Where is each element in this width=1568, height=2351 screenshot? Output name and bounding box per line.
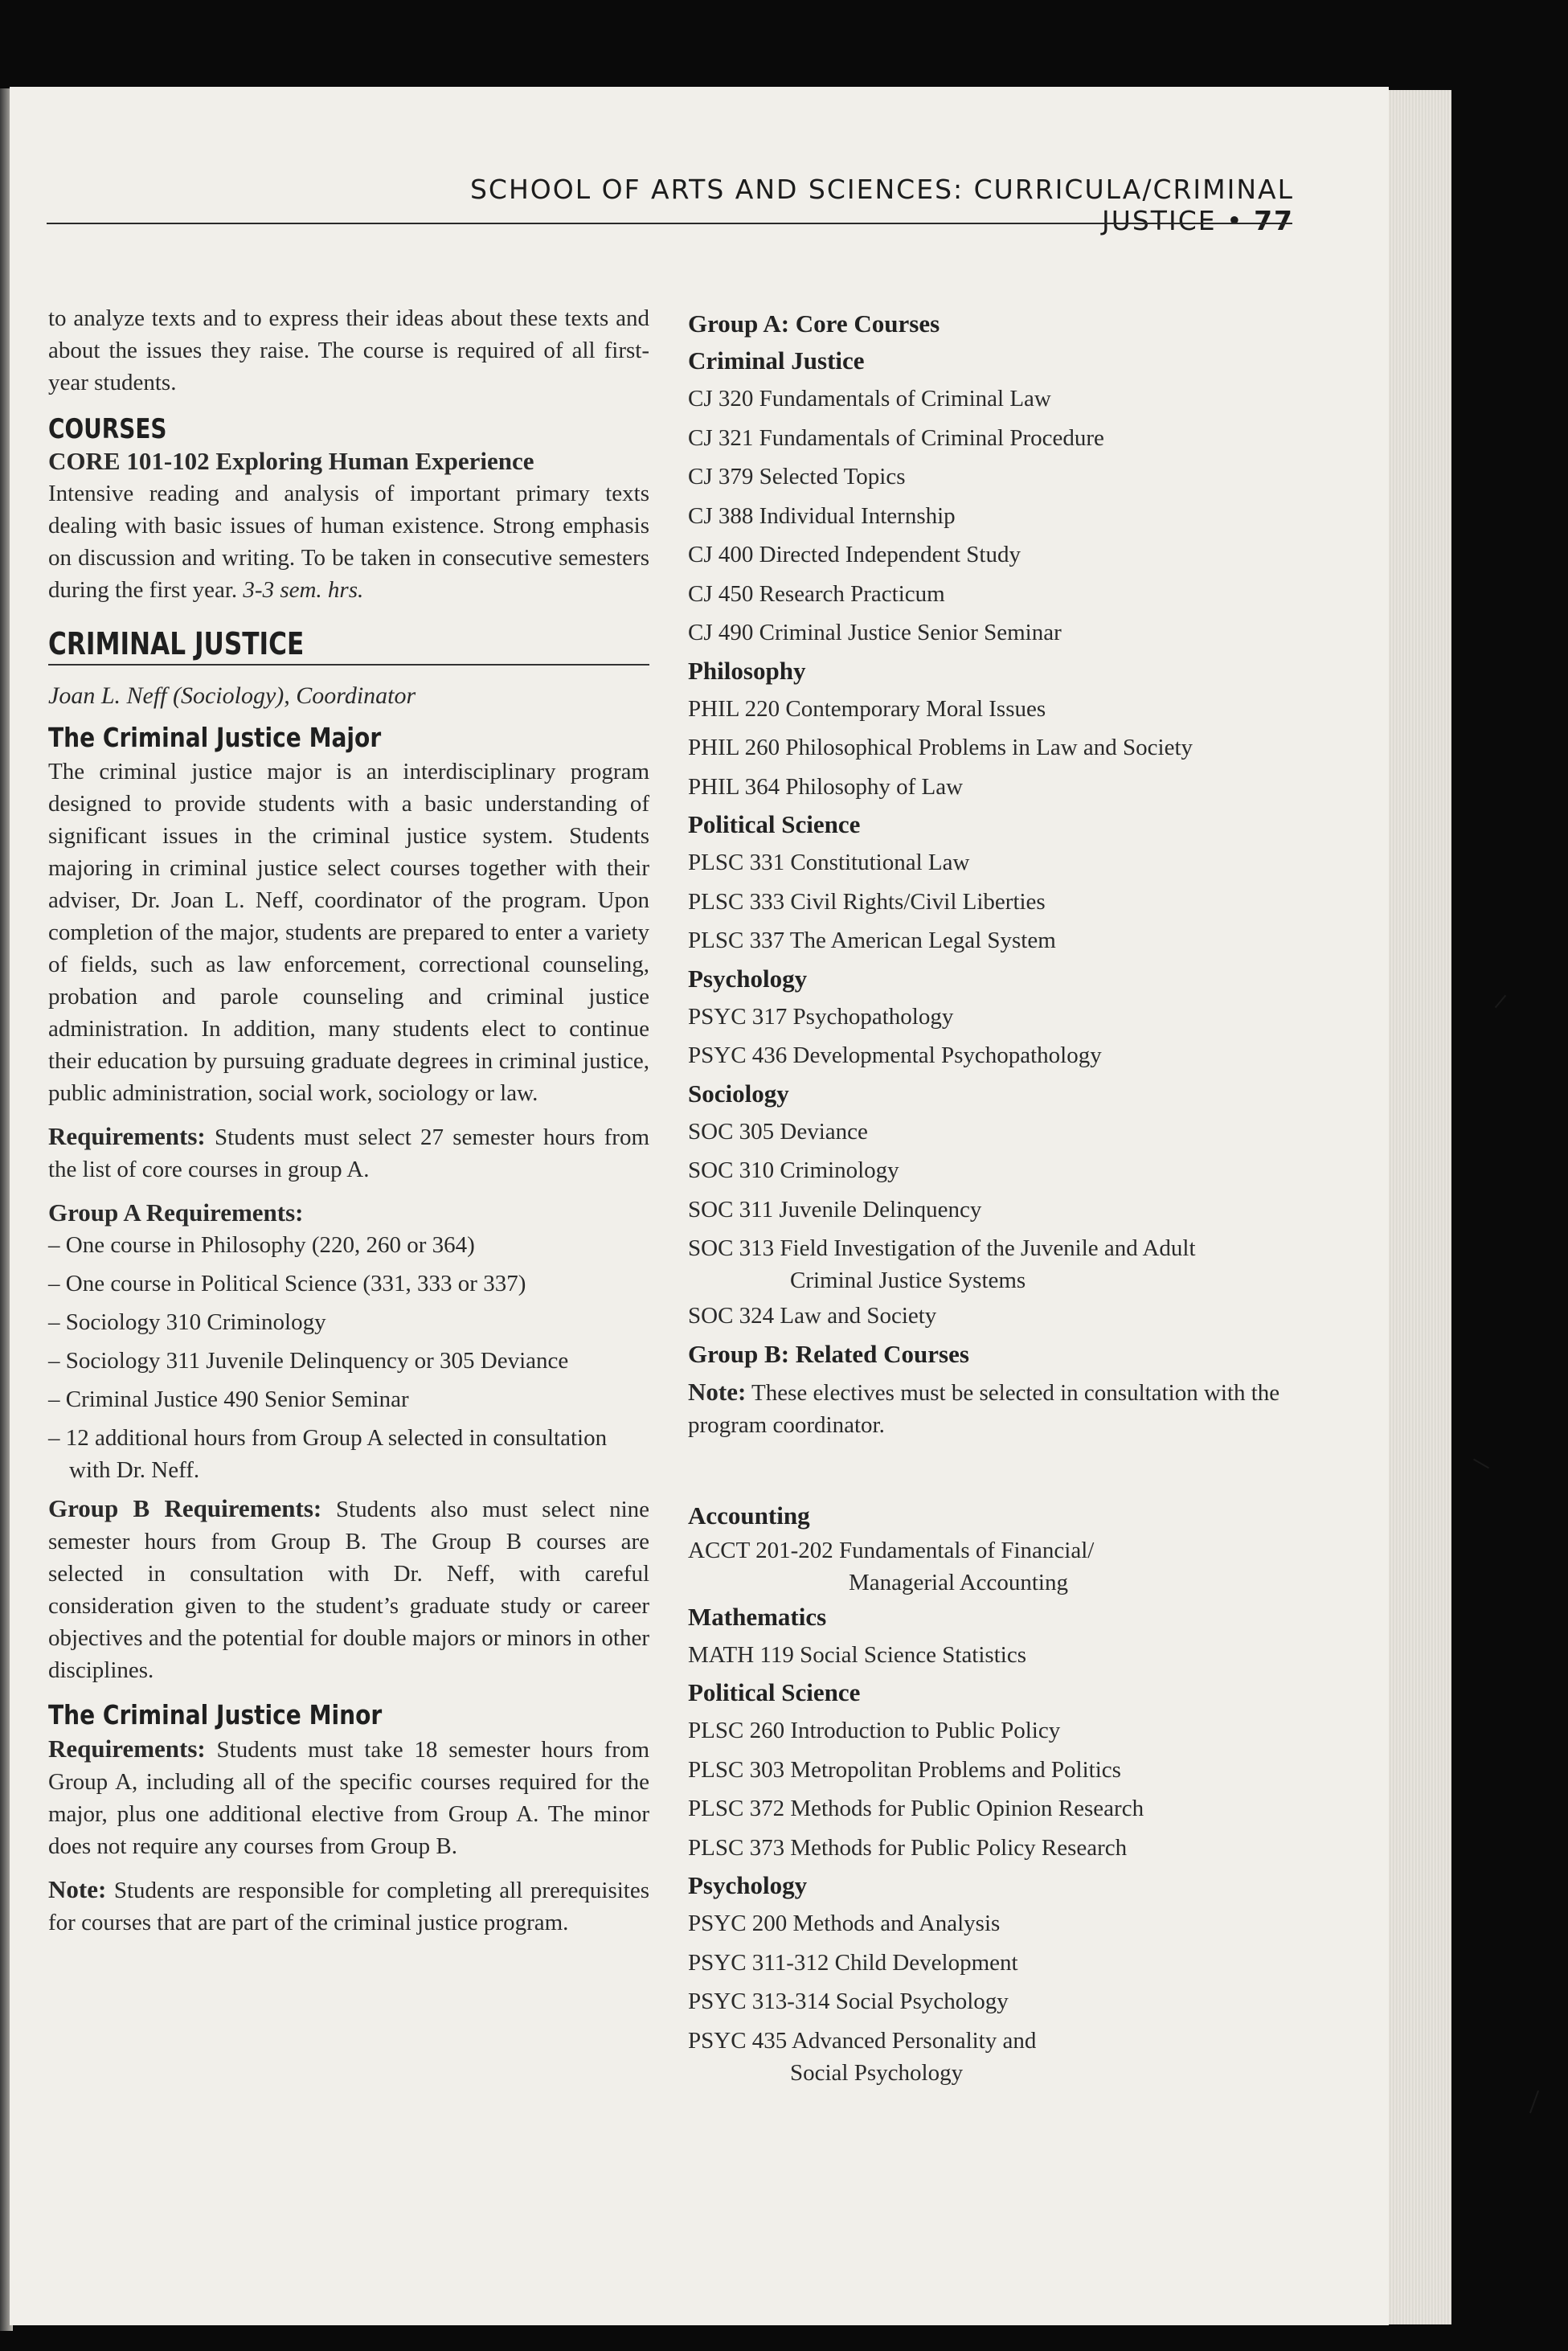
group-a-requirement-item: – One course in Political Science (331, 333 or 337)	[48, 1271, 526, 1296]
courses-heading: COURSES	[48, 413, 167, 445]
core-course-description	[48, 477, 649, 606]
course-line: PSYC 435 Advanced Personality and	[688, 2027, 1037, 2054]
spacer	[688, 1441, 1315, 1497]
course-line: PSYC 311-312 Child Development	[688, 1949, 1018, 1976]
pencil-mark	[1529, 2091, 1539, 2114]
minor-requirements-label: Requirements:	[48, 1735, 206, 1763]
course-line: SOC 311 Juvenile Delinquency	[688, 1196, 982, 1223]
right-column	[688, 305, 1315, 2089]
note-label: Note:	[48, 1875, 107, 1903]
group-b-note-label: Note:	[688, 1377, 747, 1406]
group-b-heading: Group B: Related Courses	[688, 1339, 969, 1368]
note-body: Students are responsible for completing all prerequisites for courses that are part of the criminal justice program.	[48, 1878, 649, 1935]
group-a-requirement-item: – One course in Philosophy (220, 260 or 364)	[48, 1232, 475, 1258]
course-line: SOC 313 Field Investigation of the Juvenile and Adult	[688, 1235, 1196, 1261]
course-line: PLSC 333 Civil Rights/Civil Liberties	[688, 888, 1046, 915]
left-column	[48, 302, 649, 1939]
course-line: PLSC 260 Introduction to Public Policy	[688, 1718, 1061, 1743]
group-b-note-body: These electives must be selected in consultation with the program coordinator.	[688, 1379, 1280, 1438]
prerequisites-note	[48, 1874, 649, 1939]
course-line: ACCT 201-202 Fundamentals of Financial/	[688, 1537, 1095, 1563]
intro-paragraph: to analyze texts and to express their ideas about these texts and about the issues they raise. The course is required of all first-year students.	[48, 305, 649, 395]
course-line: CJ 320 Fundamentals of Criminal Law	[688, 386, 1051, 412]
group-b-requirements-label: Group B Requirements:	[48, 1494, 322, 1522]
course-line: CJ 321 Fundamentals of Criminal Procedure	[688, 424, 1104, 451]
psychology-subheading: Psychology	[688, 964, 808, 993]
course-line: PLSC 331 Constitutional Law	[688, 850, 970, 875]
requirements-label: Requirements:	[48, 1122, 206, 1150]
page-number: 77	[1254, 205, 1294, 236]
header-rule	[47, 223, 1292, 224]
criminal-justice-heading	[48, 625, 649, 666]
course-line: PHIL 364 Philosophy of Law	[688, 773, 964, 800]
core-course-hours: 3-3 sem. hrs.	[243, 577, 364, 603]
group-a-requirement-item: – Sociology 311 Juvenile Delinquency or 305 Deviance	[48, 1348, 569, 1374]
course-line: SOC 305 Deviance	[688, 1118, 868, 1145]
political-science-subheading: Political Science	[688, 810, 861, 838]
group-a-requirements-label: Group A Requirements:	[48, 1198, 304, 1227]
group-b-note	[688, 1376, 1315, 1441]
course-line: PLSC 372 Methods for Public Opinion Research	[688, 1796, 1144, 1821]
course-line: SOC 310 Criminology	[688, 1157, 899, 1183]
minor-heading: The Criminal Justice Minor	[48, 1699, 383, 1730]
philosophy-subheading: Philosophy	[688, 656, 806, 685]
core-course-title: CORE 101-102 Exploring Human Experience	[48, 447, 534, 475]
page-edges	[1389, 90, 1451, 2324]
major-requirements	[48, 1120, 649, 1186]
criminal-justice-subheading: Criminal Justice	[688, 346, 865, 375]
course-line: CJ 400 Directed Independent Study	[688, 542, 1021, 567]
group-b-requirements-body: Students also must select nine semester hours from Group B. The Group B courses are selected in consultation with Dr. Neff, with careful consideration given to the student’s graduate study or career objectives and the potential for double majors or minors in other disciplines.	[48, 1497, 650, 1683]
criminal-justice-heading-text: CRIMINAL JUSTICE	[48, 626, 305, 661]
header-bullet: •	[1226, 205, 1244, 236]
course-line: PHIL 260 Philosophical Problems in Law and Society	[688, 735, 1193, 760]
course-line: PSYC 317 Psychopathology	[688, 1003, 954, 1030]
course-line: MATH 119 Social Science Statistics	[688, 1641, 1026, 1668]
group-a-requirement-item: – Sociology 310 Criminology	[48, 1309, 326, 1335]
accounting-subheading: Accounting	[688, 1501, 810, 1530]
course-line: PSYC 200 Methods and Analysis	[688, 1911, 1001, 1936]
core-course-body: Intensive reading and analysis of important primary texts dealing with basic issues of human existence. Strong emphasis on discussion and writing. To be taken in consecutive semesters during the first year.	[48, 481, 649, 603]
course-line: PLSC 373 Methods for Public Policy Research	[688, 1834, 1128, 1861]
psychology-related-subheading: Psychology	[688, 1871, 808, 1899]
course-line: CJ 450 Research Practicum	[688, 580, 945, 607]
course-line-continuation: Social Psychology	[790, 2059, 964, 2086]
course-line: PHIL 220 Contemporary Moral Issues	[688, 695, 1046, 722]
mathematics-subheading: Mathematics	[688, 1602, 827, 1631]
course-line-continuation: Criminal Justice Systems	[790, 1268, 1026, 1293]
course-line-continuation: Managerial Accounting	[849, 1569, 1068, 1595]
group-a-requirement-item: – Criminal Justice 490 Senior Seminar	[48, 1386, 409, 1412]
running-header-text: SCHOOL OF ARTS AND SCIENCES: CURRICULA/CRIMINAL JUSTICE	[469, 174, 1294, 236]
course-line: CJ 388 Individual Internship	[688, 502, 956, 529]
group-a-heading: Group A: Core Courses	[688, 309, 940, 338]
course-line: PLSC 337 The American Legal System	[688, 928, 1056, 953]
political-science-related-subheading: Political Science	[688, 1678, 861, 1706]
group-b-requirements	[48, 1493, 649, 1686]
course-line: CJ 379 Selected Topics	[688, 464, 906, 489]
group-a-requirement-item: – 12 additional hours from Group A selected in consultation with Dr. Neff.	[48, 1425, 608, 1483]
requirements-body: Students must select 27 semester hours from the list of core courses in group A.	[48, 1124, 650, 1182]
course-line: PSYC 313-314 Social Psychology	[688, 1989, 1009, 2014]
pencil-mark	[1473, 1459, 1489, 1469]
minor-requirements-body: Students must take 18 semester hours from Group A, including all of the specific courses required for the major, plus one additional elective from Group A. The minor does not require any courses from Group B.	[48, 1737, 650, 1859]
course-line: CJ 490 Criminal Justice Senior Seminar	[688, 620, 1062, 645]
running-header	[354, 174, 1294, 236]
pencil-mark	[1495, 995, 1506, 1009]
course-line: PLSC 303 Metropolitan Problems and Politics	[688, 1756, 1121, 1783]
course-line: SOC 324 Law and Society	[688, 1303, 937, 1329]
course-line: PSYC 436 Developmental Psychopathology	[688, 1042, 1102, 1068]
major-heading: The Criminal Justice Major	[48, 722, 382, 753]
major-description: The criminal justice major is an interdisciplinary program designed to provide students with a basic understanding of significant issues in the criminal justice system. Students majoring in criminal justice select courses together with their adviser, Dr. Joan L. Neff, coordinator of the program. Upon completion of the major, students are prepared to enter a variety of fields, such as law enforcement, correctional counseling, probation and parole counseling and criminal justice administration. In addition, many students elect to continue their education by pursuing graduate degrees in criminal justice, public administration, social work, sociology or law.	[48, 759, 649, 1106]
sociology-subheading: Sociology	[688, 1079, 789, 1108]
minor-requirements	[48, 1733, 649, 1862]
coordinator-line: Joan L. Neff (Sociology), Coordinator	[48, 682, 416, 709]
